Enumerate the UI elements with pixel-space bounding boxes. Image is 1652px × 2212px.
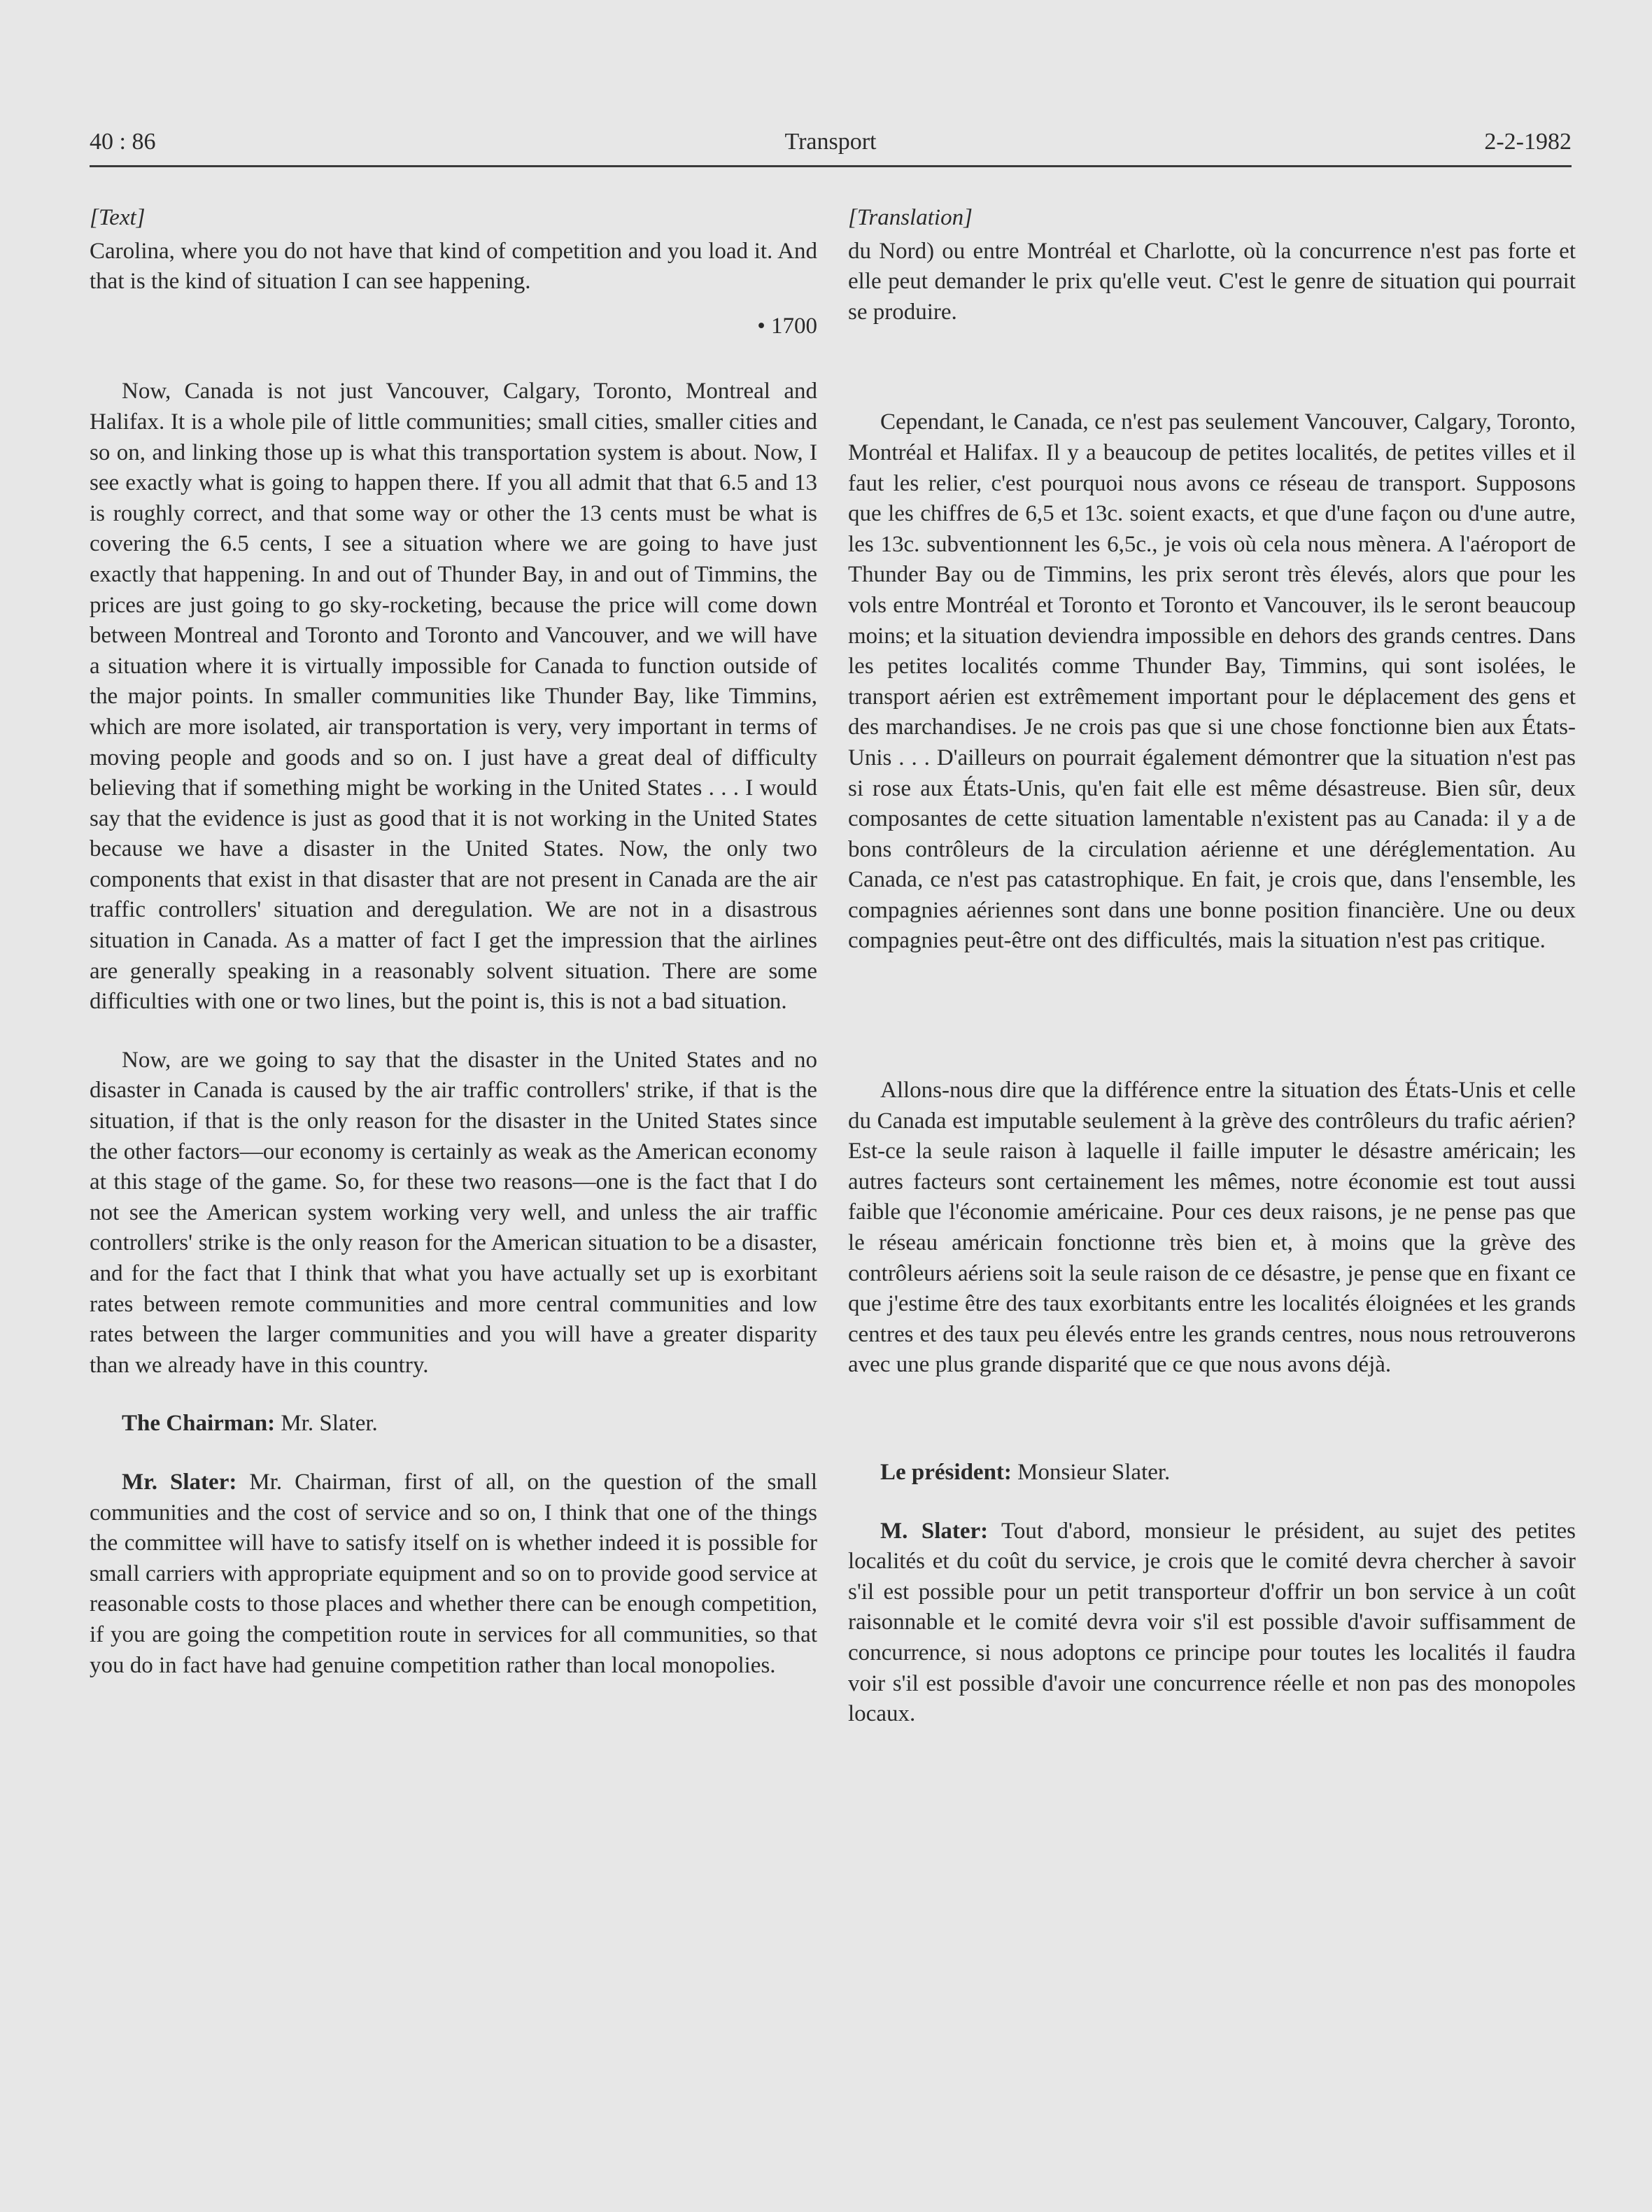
speaker-name: Mr. Slater: <box>122 1469 237 1495</box>
speech-text: Mr. Chairman, first of all, on the question of the small communities and the cost of service and so on, I think that one of the things the committee will have to satisfy itself on is whether indeed it is possible for small carriers with appropriate equipment and so on to provide good service at reasonable costs to those places and whether there can be enough competition, if you are going the competition route in services for all communities, so that you do in fact have had genuine competition rather than local monopolies. <box>90 1469 817 1678</box>
speech-text: Tout d'abord, monsieur le président, au sujet des petites localités et du coût du service, je crois que le comité devra chercher à savoir s'il est possible pour un petit transporteur d'offrir un bon service à un coût raisonnable et le comité devra voir s'il est possible d'avoir suffisamment de concurrence, si nous adoptons ce principe pour toutes les localités il faudra voir s'il est possible d'avoir une concurrence réelle et non pas des monopoles locaux. <box>848 1518 1576 1727</box>
speaker-paragraph <box>848 1458 1576 1488</box>
paragraph: du Nord) ou entre Montréal et Charlotte, où la concurrence n'est pas forte et elle peut demander le prix qu'elle veut. C'est le genre de situation qui pourrait se produire. <box>848 238 1576 325</box>
section-title: Transport <box>784 129 877 155</box>
paragraph: Carolina, where you do not have that kind of competition and you load it. And that is the kind of situation I can see happening. <box>90 238 817 295</box>
spacer <box>848 957 1576 1076</box>
time-marker: • 1700 <box>757 313 817 339</box>
paragraph: Now, Canada is not just Vancouver, Calgary, Toronto, Montreal and Halifax. It is a whole pile of little communities; small cities, smaller cities and so on, and linking those up is what this transportation system is about. Now, I see exactly what is going to happen there. If you all admit that that 6.5 and 13 is roughly correct, and that some way or other the 13 cents must be what is covering the 6.5 cents, I see a situation where we are going to have just exactly that happening. In and out of Thunder Bay, in and out of Timmins, the prices are just going to go sky-rocketing, because the price will come down between Montreal and Toronto and Toronto and Vancouver, and we will have a situation where it is virtually impossible for Canada to function outside of the major points. In smaller communities like Thunder Bay, like Timmins, which are more isolated, air transportation is very, very important in terms of moving people and goods and so on. I just have a great deal of difficulty believing that if something might be working in the United States . . . I would say that the evidence is just as good that it is not working in the United States because we have a disaster in the United States. Now, the only two components that exist in that disaster that are not present in Canada are the air traffic controllers' situation and deregulation. We are not in a disastrous situation in Canada. As a matter of fact I get the impression that the airlines are generally speaking in a reasonably solvent situation. There are some difficulties with one or two lines, but the point is, this is not a bad situation. <box>90 379 817 1015</box>
session-date: 2-2-1982 <box>1484 129 1572 155</box>
speaker-name: The Chairman: <box>122 1411 276 1437</box>
page-header <box>90 126 1572 167</box>
speaker-name: Le président: <box>880 1460 1012 1485</box>
paragraph: Now, are we going to say that the disaster in the United States and no disaster in Canada is caused by the air traffic controllers' strike, if that is the situation, if that is the only reason for the disaster in the United States since the other factors—our economy is certainly as weak as the American economy at this stage of the game. So, for these two reasons—one is the fact that I do not see the American system working very well, and unless the air traffic controllers' strike is the only reason for the American situation to be a disaster, and for the fact that I think that what you have actually set up is exorbitant rates between remote communities and more central communities and low rates between the larger communities and you will have a greater disparity than we already have in this country. <box>90 1047 817 1378</box>
language-label: [Text] <box>90 205 146 230</box>
speaker-name: M. Slater: <box>880 1518 989 1544</box>
page-number: 40 : 86 <box>90 129 156 155</box>
speaker-paragraph <box>90 1467 817 1681</box>
english-column <box>90 203 817 1681</box>
speaker-paragraph <box>90 1409 817 1439</box>
paragraph: Allons-nous dire que la différence entre la situation des États-Unis et celle du Canada est imputable seulement à la grève des contrôleurs du trafic aérien? Est-ce la seule raison à laquelle il faille imputer le désastre américain; les autres facteurs sont certainement les mêmes, notre économie est tout aussi faible que l'économie américaine. Pour ces deux raisons, je ne pense pas que le réseau américain fonctionne très bien et, à moins que la grève des contrôleurs aériens soit la seule raison de ce désastre, je pense que en fixant ce que j'estime être des taux exorbitants entre les localités éloignées et les grands centres et des taux peu élevés entre les grands centres, nous nous retrouverons avec une plus grande disparité que ce que nous avons déjà. <box>848 1078 1576 1378</box>
speech-text: Monsieur Slater. <box>1011 1460 1171 1485</box>
language-label: [Translation] <box>848 205 973 230</box>
spacer <box>848 327 1576 407</box>
speaker-paragraph <box>848 1516 1576 1730</box>
french-column <box>848 203 1576 1730</box>
spacer <box>848 1381 1576 1458</box>
speech-text: Mr. Slater. <box>275 1411 378 1437</box>
paragraph: Cependant, le Canada, ce n'est pas seulement Vancouver, Calgary, Toronto, Montréal et Halifax. Il y a beaucoup de petites localités, de petites villes et il faut les relier, c'est pourquoi nous avons ce réseau de transport. Supposons que les chiffres de 6,5 et 13c. soient exacts, et que d'une façon ou d'une autre, les 13c. subventionnent les 6,5c., je vois où cela nous mènera. A l'aéroport de Thunder Bay ou de Timmins, les prix seront très élevés, alors que pour les vols entre Montréal et Toronto et Toronto et Vancouver, ils le seront beaucoup moins; et la situation deviendra impossible en dehors des grands centres. Dans les petites localités comme Thunder Bay, Timmins, qui sont isolées, le transport aérien est extrêmement important pour le déplacement des gens et des marchandises. Je ne crois pas que si une chose fonctionne bien aux États-Unis . . . D'ailleurs on pourrait également démontrer que la situation n'est pas si rose aux États-Unis, qu'en fait elle est même désastreuse. Bien sûr, deux composantes de cette situation lamentable n'existent pas au Canada: il y a de bons contrôleurs de la circulation aérienne et une déréglementation. Au Canada, ce n'est pas catastrophique. En fait, je crois que, dans l'ensemble, les compagnies aériennes sont dans une bonne position financière. Une ou deux compagnies peut-être ont des difficultés, mais la situation n'est pas critique. <box>848 409 1576 954</box>
